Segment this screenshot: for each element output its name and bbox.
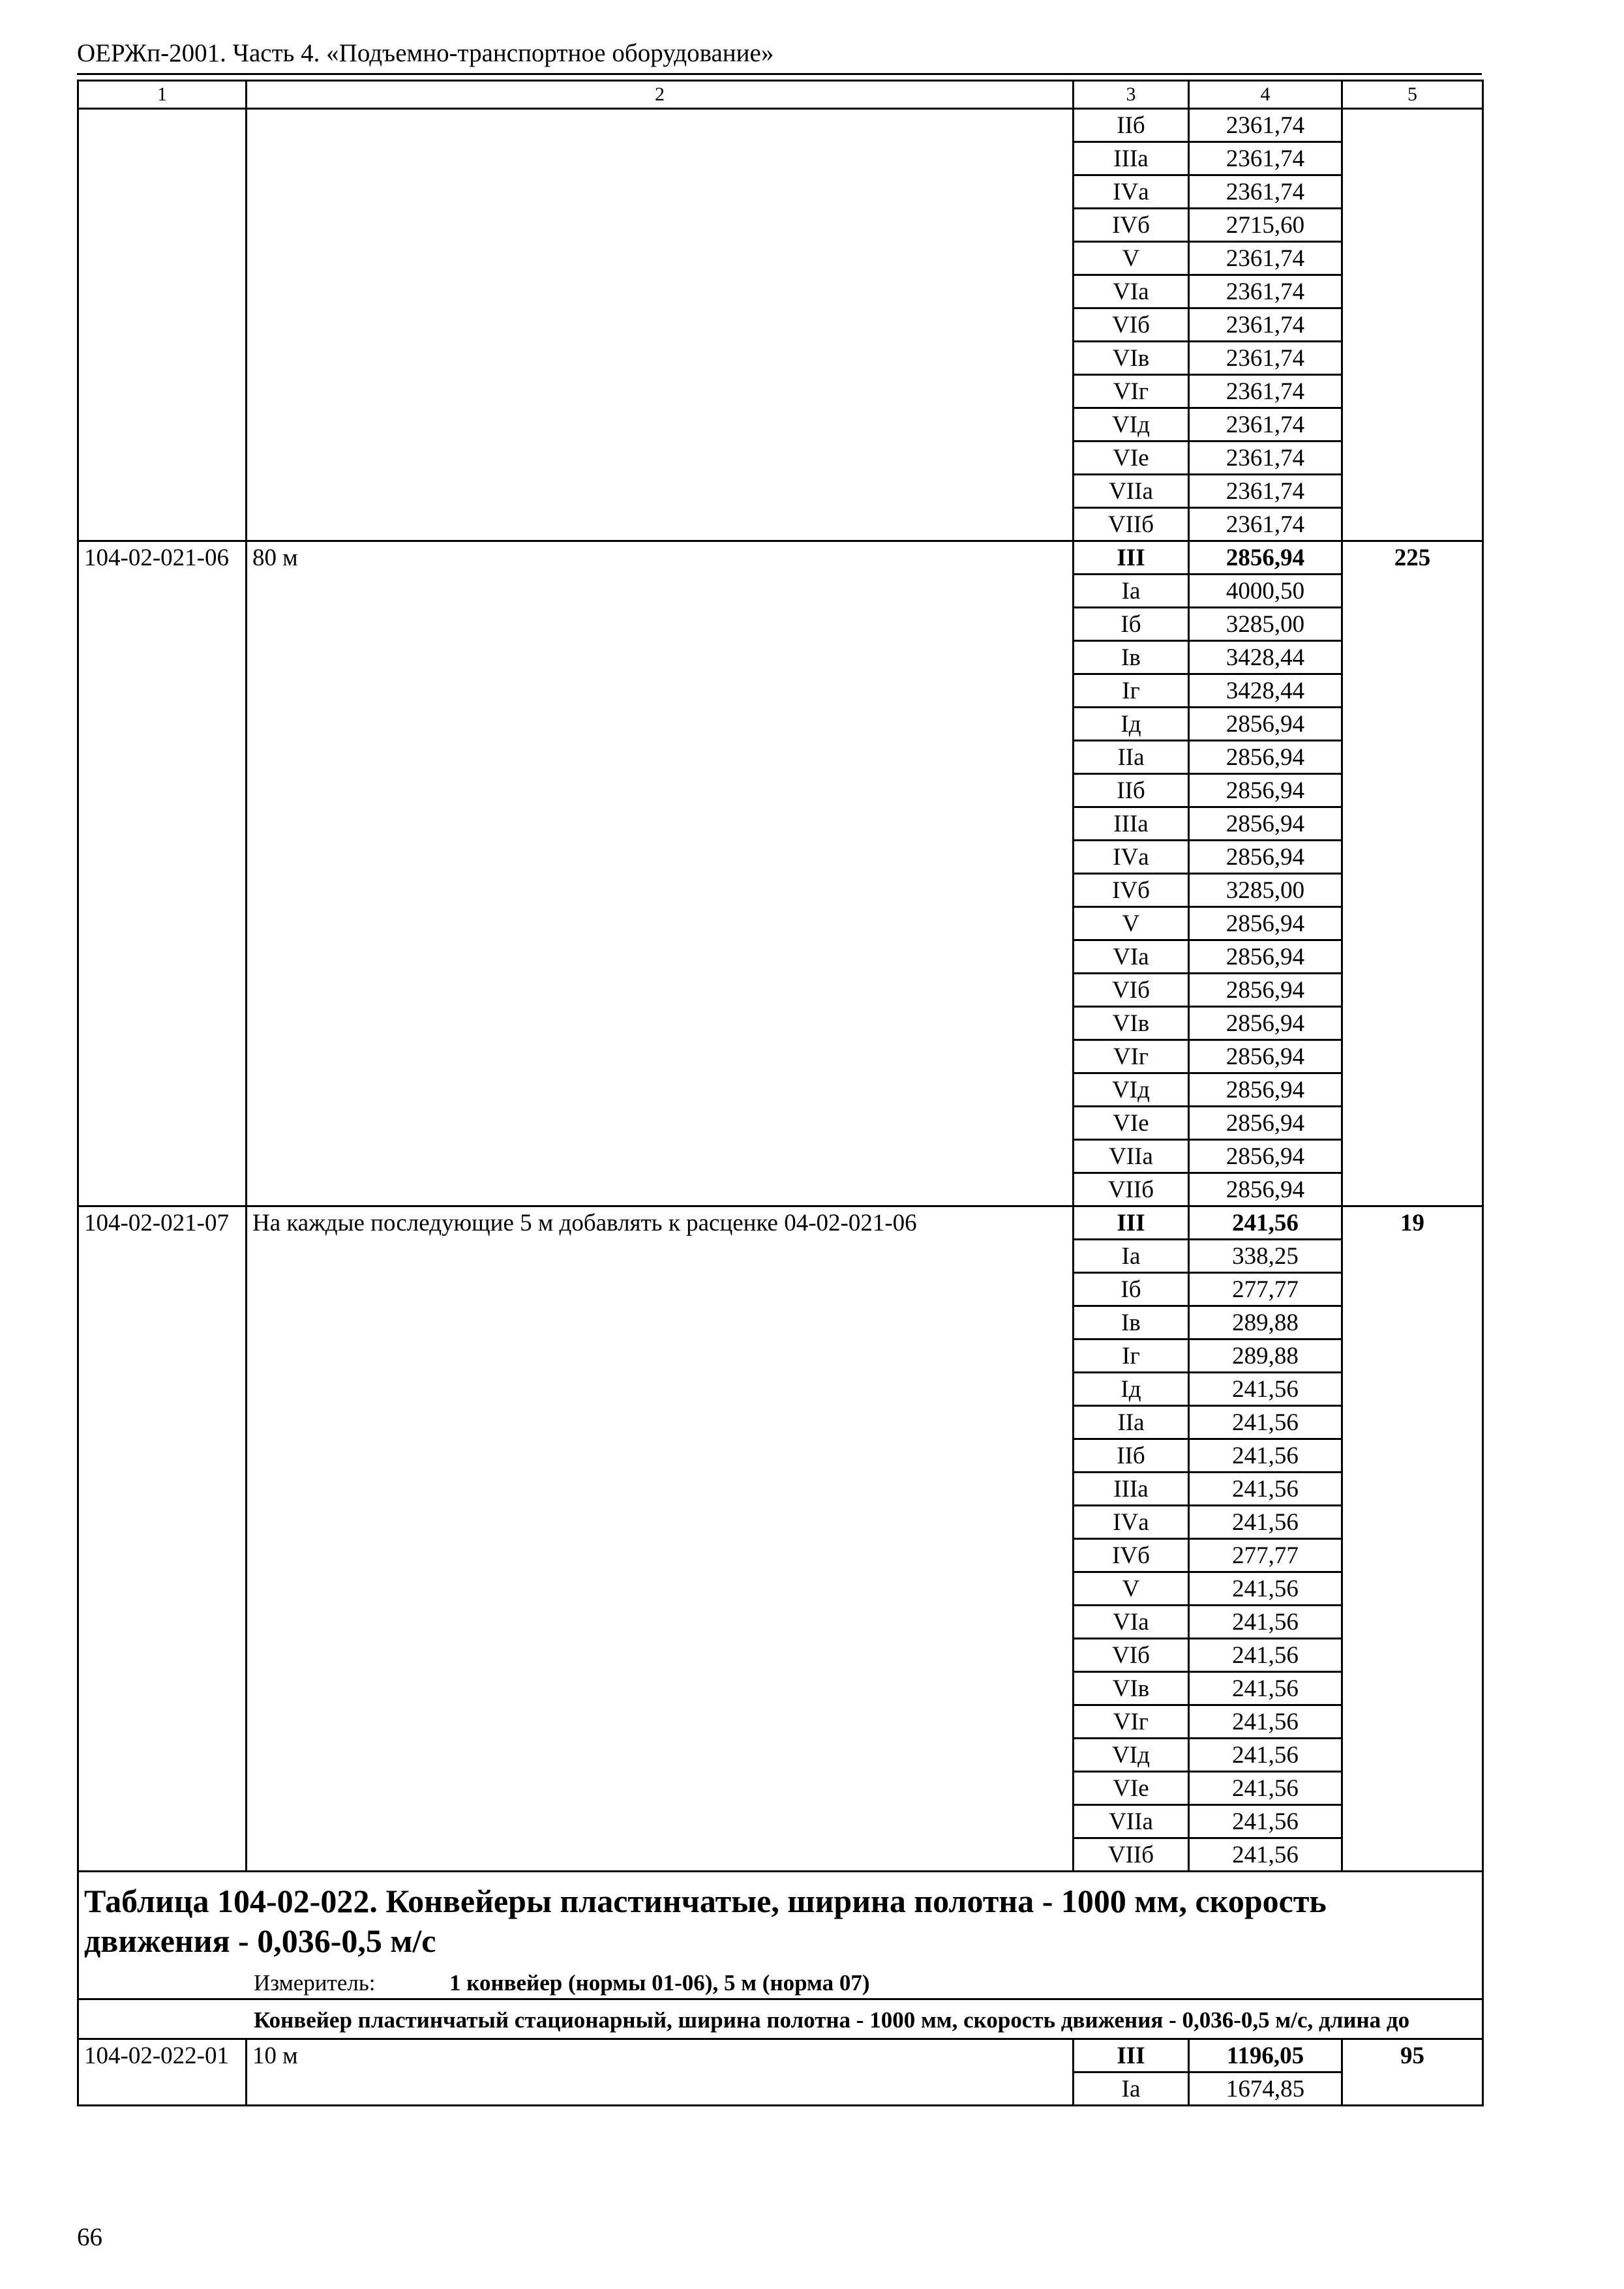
price-cell: 241,56: [1189, 1672, 1342, 1705]
zone-cell: VIIа: [1074, 1140, 1189, 1173]
price-cell: 277,77: [1189, 1539, 1342, 1572]
price-cell: 2361,74: [1189, 375, 1342, 408]
column-number: 1: [78, 81, 247, 109]
price-cell: 241,56: [1189, 1473, 1342, 1506]
zone-cell: VIIа: [1074, 1805, 1189, 1838]
zone-cell: IVа: [1074, 175, 1189, 209]
price-cell: 2856,94: [1189, 807, 1342, 841]
price-cell: 3285,00: [1189, 874, 1342, 907]
price-cell: 2361,74: [1189, 441, 1342, 475]
price-cell: 2856,94: [1189, 708, 1342, 741]
price-cell: 2856,94: [1189, 940, 1342, 974]
price-cell: 241,56: [1189, 1838, 1342, 1872]
rate-code: 104-02-021-07: [78, 1206, 247, 1872]
zone-cell: IIб: [1074, 1439, 1189, 1473]
price-cell: 241,56: [1189, 1439, 1342, 1473]
price-cell: 241,56: [1189, 1705, 1342, 1739]
zone-cell: VIв: [1074, 342, 1189, 375]
zone-cell: VIIб: [1074, 1838, 1189, 1872]
price-cell: 2715,60: [1189, 209, 1342, 242]
zone-cell: Iд: [1074, 708, 1189, 741]
price-cell: 241,56: [1189, 1639, 1342, 1672]
zone-cell: VIа: [1074, 275, 1189, 308]
price-cell: 2361,74: [1189, 475, 1342, 508]
zone-cell: VIд: [1074, 1073, 1189, 1107]
price-cell: 2361,74: [1189, 109, 1342, 142]
column-numbers-row: [78, 81, 1483, 109]
col5-value: 19: [1342, 1206, 1483, 1872]
price-cell: 2361,74: [1189, 508, 1342, 541]
price-cell: 1196,05: [1189, 2039, 1342, 2072]
header-rule: [77, 73, 1482, 75]
price-cell: 2856,94: [1189, 1140, 1342, 1173]
rate-description: 10 м: [247, 2039, 1074, 2106]
zone-cell: Iв: [1074, 1306, 1189, 1339]
zone-cell: VIб: [1074, 974, 1189, 1007]
price-cell: 2361,74: [1189, 175, 1342, 209]
zone-cell: IVа: [1074, 1506, 1189, 1539]
measure-label: Измеритель:: [254, 1970, 376, 1996]
price-cell: 2856,94: [1189, 1073, 1342, 1107]
measure-line: [84, 1971, 1477, 1994]
zone-cell: IIб: [1074, 774, 1189, 807]
price-cell: 241,56: [1189, 1206, 1342, 1240]
price-cell: 3428,44: [1189, 641, 1342, 674]
price-cell: 241,56: [1189, 1506, 1342, 1539]
price-cell: 241,56: [1189, 1739, 1342, 1772]
column-number: 4: [1189, 81, 1342, 109]
price-cell: 2361,74: [1189, 242, 1342, 275]
col5-value: [1342, 109, 1483, 541]
zone-cell: IVб: [1074, 874, 1189, 907]
zone-cell: IIа: [1074, 1406, 1189, 1439]
zone-cell: VIг: [1074, 1705, 1189, 1739]
price-cell: 241,56: [1189, 1406, 1342, 1439]
zone-cell: Iд: [1074, 1373, 1189, 1406]
price-cell: 2856,94: [1189, 1107, 1342, 1140]
zone-cell: IIIа: [1074, 1473, 1189, 1506]
price-cell: 2361,74: [1189, 275, 1342, 308]
price-cell: 3428,44: [1189, 674, 1342, 708]
zone-cell: VIIб: [1074, 508, 1189, 541]
zone-cell: Iб: [1074, 608, 1189, 641]
zone-cell: VIб: [1074, 308, 1189, 342]
zone-cell: VIе: [1074, 1772, 1189, 1805]
zone-cell: VIд: [1074, 408, 1189, 441]
price-cell: 2361,74: [1189, 142, 1342, 175]
rate-description: На каждые последующие 5 м добавлять к расценке 04-02-021-06: [247, 1206, 1074, 1872]
zone-cell: IVб: [1074, 209, 1189, 242]
group-description-row: [78, 1999, 1483, 2039]
rate-description: 80 м: [247, 541, 1074, 1206]
zone-cell: VIб: [1074, 1639, 1189, 1672]
running-header: ОЕРЖп-2001. Часть 4. «Подъемно-транспортное оборудование»: [77, 39, 774, 67]
zone-cell: Iб: [1074, 1273, 1189, 1306]
zone-cell: IIб: [1074, 109, 1189, 142]
zone-cell: Iа: [1074, 2072, 1189, 2106]
zone-cell: VIIб: [1074, 1173, 1189, 1206]
zone-cell: III: [1074, 2039, 1189, 2072]
zone-cell: III: [1074, 541, 1189, 575]
zone-cell: Iа: [1074, 1240, 1189, 1273]
zone-cell: VIа: [1074, 1606, 1189, 1639]
price-cell: 2856,94: [1189, 841, 1342, 874]
zone-cell: VIг: [1074, 1040, 1189, 1073]
price-cell: 241,56: [1189, 1572, 1342, 1606]
price-cell: 2856,94: [1189, 1007, 1342, 1040]
price-cell: 2856,94: [1189, 741, 1342, 774]
price-cell: 4000,50: [1189, 575, 1342, 608]
table-row: [78, 541, 1483, 575]
column-number: 2: [247, 81, 1074, 109]
price-cell: 277,77: [1189, 1273, 1342, 1306]
zone-cell: Iг: [1074, 1339, 1189, 1373]
price-cell: 2361,74: [1189, 408, 1342, 441]
price-cell: 2361,74: [1189, 308, 1342, 342]
price-cell: 1674,85: [1189, 2072, 1342, 2106]
column-number: 3: [1074, 81, 1189, 109]
zone-cell: VIе: [1074, 441, 1189, 475]
price-cell: 241,56: [1189, 1373, 1342, 1406]
zone-cell: V: [1074, 907, 1189, 940]
price-cell: 241,56: [1189, 1805, 1342, 1838]
zone-cell: VIIа: [1074, 475, 1189, 508]
rates-table: [77, 80, 1484, 2106]
col5-value: 225: [1342, 541, 1483, 1206]
price-cell: 2856,94: [1189, 774, 1342, 807]
rate-code: 104-02-021-06: [78, 541, 247, 1206]
measure-value: 1 конвейер (нормы 01-06), 5 м (норма 07): [449, 1970, 870, 1996]
zone-cell: Iг: [1074, 674, 1189, 708]
zone-cell: IIа: [1074, 741, 1189, 774]
zone-cell: VIв: [1074, 1007, 1189, 1040]
price-cell: 2856,94: [1189, 974, 1342, 1007]
price-cell: 2856,94: [1189, 1173, 1342, 1206]
price-cell: 2856,94: [1189, 541, 1342, 575]
zone-cell: VIг: [1074, 375, 1189, 408]
table-row: [78, 1206, 1483, 1240]
group-description: Конвейер пластинчатый стационарный, ширина полотна - 1000 мм, скорость движения - 0,036-0,5 м/с, длина до: [254, 2007, 1410, 2033]
col5-value: 95: [1342, 2039, 1483, 2106]
price-cell: 338,25: [1189, 1240, 1342, 1273]
zone-cell: VIе: [1074, 1107, 1189, 1140]
table-row: [78, 109, 1483, 142]
zone-cell: III: [1074, 1206, 1189, 1240]
page-number: 66: [77, 2223, 102, 2251]
zone-cell: VIд: [1074, 1739, 1189, 1772]
group-description-cell: [78, 1999, 1483, 2039]
table-title-row: [78, 1872, 1483, 1999]
rate-description: [247, 109, 1074, 541]
zone-cell: IIIа: [1074, 142, 1189, 175]
price-cell: 3285,00: [1189, 608, 1342, 641]
column-number: 5: [1342, 81, 1483, 109]
price-cell: 241,56: [1189, 1772, 1342, 1805]
price-cell: 241,56: [1189, 1606, 1342, 1639]
price-cell: 2856,94: [1189, 907, 1342, 940]
price-cell: 2361,74: [1189, 342, 1342, 375]
zone-cell: Iа: [1074, 575, 1189, 608]
price-cell: 289,88: [1189, 1339, 1342, 1373]
zone-cell: IIIа: [1074, 807, 1189, 841]
zone-cell: V: [1074, 1572, 1189, 1606]
rate-code: 104-02-022-01: [78, 2039, 247, 2106]
zone-cell: VIв: [1074, 1672, 1189, 1705]
zone-cell: Iв: [1074, 641, 1189, 674]
table-row: [78, 2039, 1483, 2072]
table-title-cell: [78, 1872, 1483, 1999]
zone-cell: IVа: [1074, 841, 1189, 874]
zone-cell: IVб: [1074, 1539, 1189, 1572]
price-cell: 289,88: [1189, 1306, 1342, 1339]
zone-cell: V: [1074, 242, 1189, 275]
zone-cell: VIа: [1074, 940, 1189, 974]
price-cell: 2856,94: [1189, 1040, 1342, 1073]
table-title: Таблица 104-02-022. Конвейеры пластинчатые, ширина полотна - 1000 мм, скорость движения - 0,036-0,5 м/с: [84, 1883, 1327, 1959]
rate-code: [78, 109, 247, 541]
